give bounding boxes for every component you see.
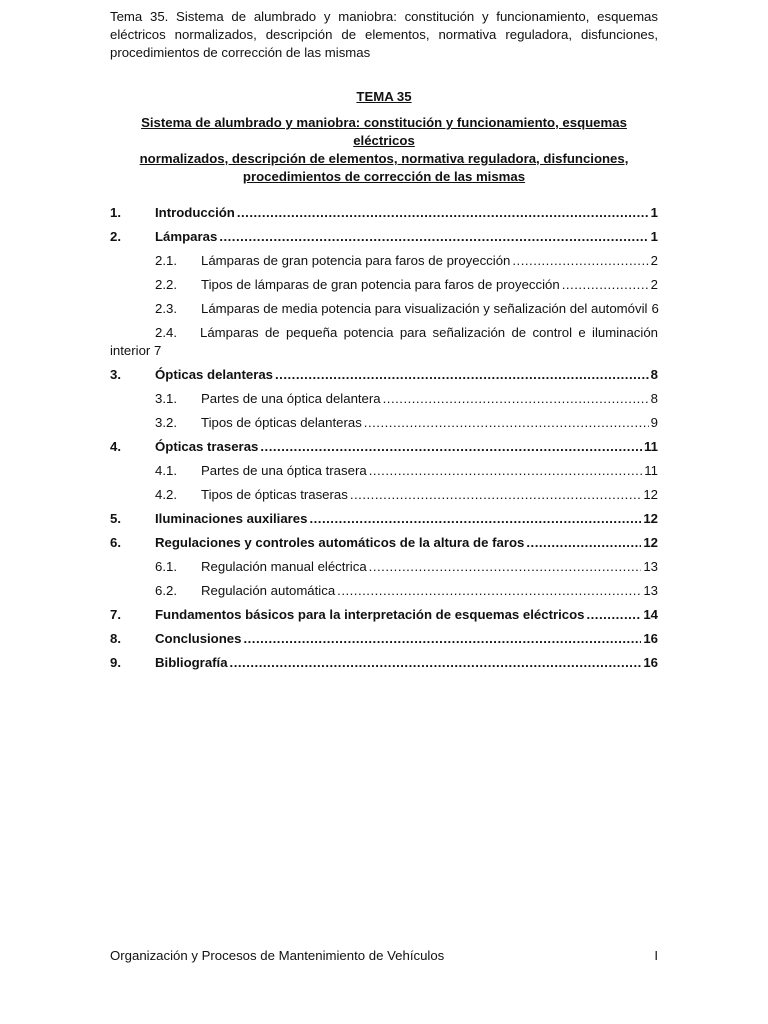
toc-entry-label: Conclusiones (155, 631, 242, 646)
toc-entry-page: 12 (643, 535, 658, 550)
toc-entry-label: Lámparas de media potencia para visualización y señalización del automóvil (201, 301, 648, 316)
toc-entry-page: 8 (650, 367, 658, 382)
toc-leader-dots (562, 276, 649, 294)
toc-entry[interactable] (110, 252, 658, 276)
running-header: Tema 35. Sistema de alumbrado y maniobra: constitución y funcionamiento, esquemas eléctricos normalizados, descripción de elementos, normativa reguladora, disfunciones, procedimientos de corrección de las mismas (110, 9, 658, 60)
toc-entry-number: 3. (110, 367, 121, 382)
toc-entry-number: 4.2. (155, 487, 177, 502)
toc-leader-dots (383, 390, 649, 408)
toc-leader-dots (219, 228, 648, 246)
toc-entry[interactable] (110, 606, 658, 630)
toc-leader-dots (309, 510, 641, 528)
toc-entry-page: 6 (651, 301, 659, 316)
toc-leader-dots (337, 582, 641, 600)
toc-entry-number: 6. (110, 535, 121, 550)
toc-entry-label: Partes de una óptica trasera (201, 463, 367, 478)
toc-entry-page: 16 (643, 655, 658, 670)
toc-entry-number: 2.1. (155, 253, 177, 268)
toc-leader-dots (586, 606, 641, 624)
toc-leader-dots (364, 414, 649, 432)
toc-entry[interactable] (110, 414, 658, 438)
toc-entry-label: Regulación manual eléctrica (201, 559, 367, 574)
toc-entry-label: Regulaciones y controles automáticos de la altura de faros (155, 535, 525, 550)
toc-entry[interactable] (110, 534, 658, 558)
toc-entry-label: Introducción (155, 205, 235, 220)
footer-page-number: I (654, 948, 658, 963)
toc-entry[interactable] (110, 438, 658, 462)
subtitle-line: normalizados, descripción de elementos, normativa reguladora, disfunciones, (139, 151, 629, 166)
table-of-contents (110, 204, 658, 678)
toc-entry-number: 3.2. (155, 415, 177, 430)
toc-leader-dots (275, 366, 649, 384)
toc-entry-page: 2 (650, 253, 658, 268)
footer-title: Organización y Procesos de Mantenimiento de Vehículos (110, 948, 445, 963)
subtitle-line: Sistema de alumbrado y maniobra: constitución y funcionamiento, esquemas eléctricos (141, 115, 627, 148)
toc-entry-label: Iluminaciones auxiliares (155, 511, 308, 526)
toc-entry-number: 2. (110, 229, 121, 244)
toc-entry-page: 2 (650, 277, 658, 292)
toc-entry-label-continuation: interior (110, 343, 151, 358)
toc-entry[interactable] (110, 486, 658, 510)
toc-entry-number: 5. (110, 511, 121, 526)
page-title: TEMA 35 (356, 89, 412, 104)
toc-entry-number: 7. (110, 607, 121, 622)
toc-entry-label: Lámparas de gran potencia para faros de proyección (201, 253, 511, 268)
toc-entry[interactable] (110, 390, 658, 414)
toc-entry[interactable] (110, 204, 658, 228)
toc-entry-number: 6.1. (155, 559, 177, 574)
toc-entry[interactable] (110, 510, 658, 534)
toc-entry-page: 14 (643, 607, 658, 622)
toc-entry-number: 2.2. (155, 277, 177, 292)
toc-entry-page: 13 (643, 583, 658, 598)
toc-leader-dots (230, 654, 642, 672)
toc-entry-label: Ópticas traseras (155, 439, 259, 454)
toc-entry-page: 1 (650, 205, 658, 220)
toc-entry[interactable] (110, 462, 658, 486)
toc-leader-dots (260, 438, 642, 456)
toc-entry-page: 16 (643, 631, 658, 646)
toc-entry-number: 1. (110, 205, 121, 220)
toc-entry-label: Tipos de ópticas traseras (201, 487, 348, 502)
toc-entry-page: 11 (644, 439, 658, 454)
toc-entry-page: 7 (153, 343, 162, 358)
toc-entry-page: 12 (643, 487, 658, 502)
toc-entry[interactable] (110, 366, 658, 390)
toc-entry-number: 2.3. (155, 301, 177, 316)
toc-entry-page: 1 (650, 229, 658, 244)
toc-entry-label: Lámparas de pequeña potencia para señalización de control e iluminación (200, 325, 658, 340)
toc-entry[interactable] (110, 582, 658, 606)
toc-entry-label: Fundamentos básicos para la interpretación de esquemas eléctricos (155, 607, 585, 622)
toc-entry[interactable] (110, 630, 658, 654)
toc-entry-page: 11 (644, 463, 658, 478)
toc-entry-label: Ópticas delanteras (155, 367, 274, 382)
toc-entry-label: Partes de una óptica delantera (201, 391, 381, 406)
toc-entry-page: 8 (650, 391, 658, 406)
toc-entry-label: Regulación automática (201, 583, 336, 598)
toc-entry-label: Tipos de lámparas de gran potencia para faros de proyección (201, 277, 560, 292)
toc-leader-dots (369, 462, 643, 480)
toc-entry-number: 4.1. (155, 463, 177, 478)
toc-leader-dots (369, 558, 642, 576)
toc-leader-dots (237, 204, 649, 222)
toc-entry-page: 12 (643, 511, 658, 526)
toc-entry[interactable] (110, 300, 658, 324)
page-subtitle (120, 114, 648, 186)
toc-leader-dots (350, 486, 641, 504)
toc-entry-page: 9 (650, 415, 658, 430)
toc-entry-label: Bibliografía (155, 655, 228, 670)
toc-entry-number: 6.2. (155, 583, 177, 598)
toc-entry-number: 4. (110, 439, 121, 454)
toc-entry[interactable] (110, 276, 658, 300)
toc-entry[interactable] (110, 558, 658, 582)
toc-entry[interactable] (110, 654, 658, 678)
toc-entry[interactable] (110, 324, 658, 366)
toc-entry-number: 9. (110, 655, 121, 670)
toc-leader-dots (526, 534, 641, 552)
toc-entry-number: 8. (110, 631, 121, 646)
toc-entry-label: Tipos de ópticas delanteras (201, 415, 362, 430)
toc-leader-dots (243, 630, 641, 648)
running-footer (110, 947, 658, 965)
toc-entry[interactable] (110, 228, 658, 252)
toc-entry-label: Lámparas (155, 229, 218, 244)
toc-entry-number: 2.4. (155, 325, 177, 340)
toc-entry-page: 13 (643, 559, 658, 574)
toc-entry-number: 3.1. (155, 391, 177, 406)
subtitle-line: procedimientos de corrección de las mismas (242, 169, 526, 184)
toc-leader-dots (512, 252, 648, 270)
